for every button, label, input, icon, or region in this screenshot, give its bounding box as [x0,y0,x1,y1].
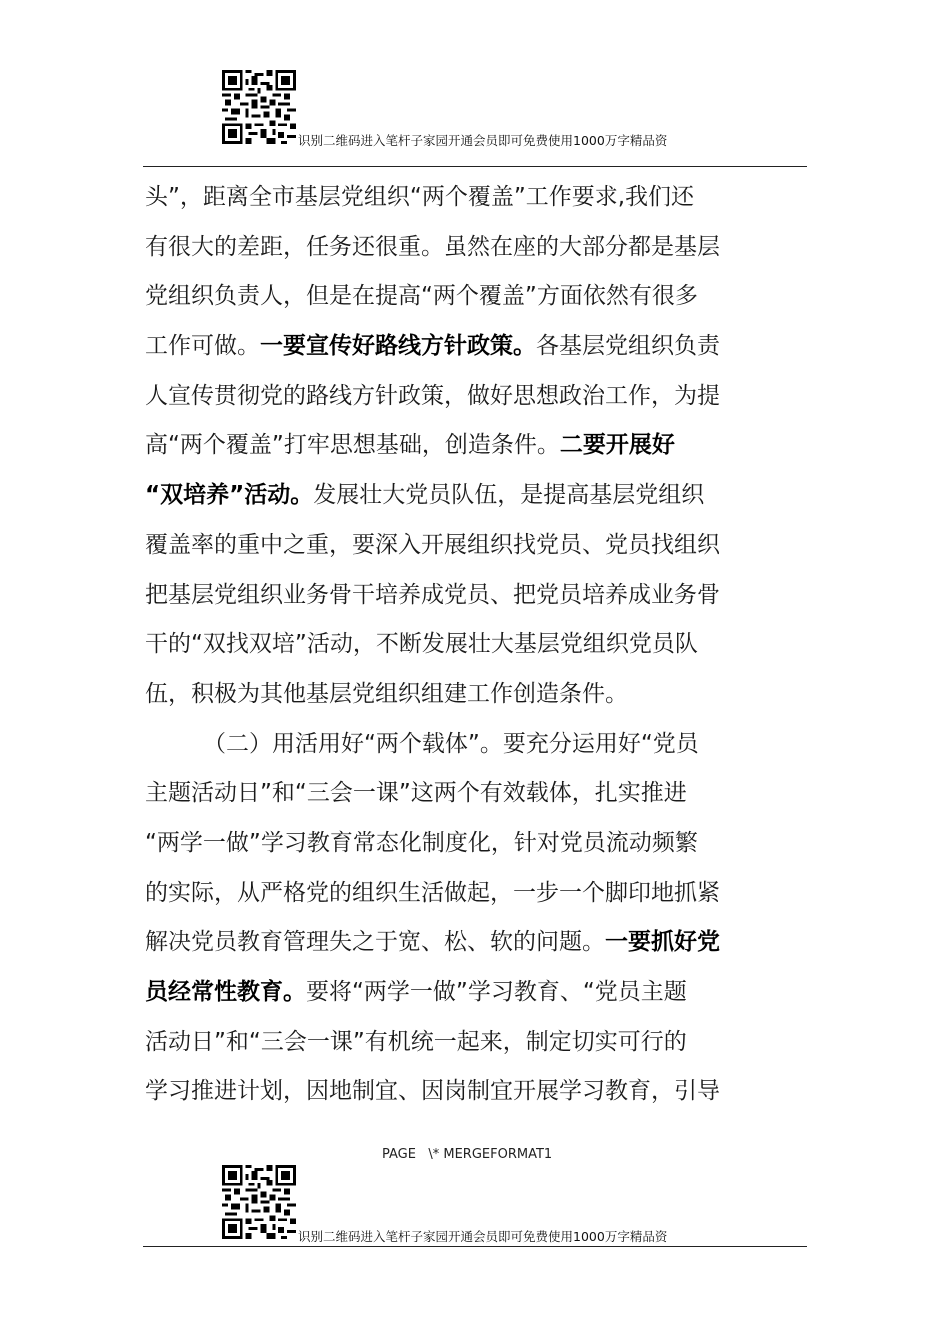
text-run: 的实际，从严格党的组织生活做起，一步一个脚印地抓紧 [145,879,720,906]
text-run: “两学一做”学习教育常态化制度化，针对党员流动频繁 [145,829,698,856]
qr-code-icon [222,70,296,144]
bold-phrase: “双培养”活动。 [145,482,314,509]
text-line [145,769,805,819]
footer-rule [143,1246,807,1247]
text-run: 活动日”和“三会一课”有机统一起来，制定切实可行的 [145,1028,687,1055]
text-run: 各基层党组织负责 [536,333,720,360]
text-line [145,223,805,273]
text-run: 发展壮大党员队伍，是提高基层党组织 [313,482,705,509]
text-run: 主题活动日”和“三会一课”这两个有效载体，扎实推进 [145,780,687,807]
footer-note: 识别二维码进入笔杆子家园开通会员即可免费使用1000万字精品资 [298,1229,668,1244]
text-line [145,521,805,571]
body-text [145,173,805,1117]
text-line [145,173,805,223]
bold-phrase: 二要开展好 [559,432,675,459]
text-run: 要将“两学一做”学习教育、“党员主题 [306,979,687,1005]
text-line [145,272,805,322]
text-run: 人宣传贯彻党的路线方针政策，做好思想政治工作，为提 [145,382,720,409]
text-run: 覆盖率的重中之重，要深入开展组织找党员、党员找组织 [145,531,720,558]
header-rule [143,166,807,167]
text-line [145,720,805,770]
text-line [145,571,805,621]
text-run: 解决党员教育管理失之于宽、松、软的问题。 [145,929,605,956]
text-run: （二）用活用好“两个载体”。要充分运用好“党员 [203,730,699,757]
text-line [145,421,805,471]
text-run: 伍，积极为其他基层党组织组建工作创造条件。 [145,680,628,707]
text-run: 把基层党组织业务骨干培养成党员、把党员培养成业务骨 [145,581,720,608]
text-run: 头”，距离全市基层党组织“两个覆盖”工作要求,我们还 [145,184,695,210]
text-run: 工作可做。 [145,333,260,360]
header-note: 识别二维码进入笔杆子家园开通会员即可免费使用1000万字精品资 [298,133,668,148]
text-line [145,372,805,422]
text-line [145,819,805,869]
text-run: 党组织负责人，但是在提高“两个覆盖”方面依然有很多 [145,283,698,310]
bold-phrase: 一要宣传好路线方针政策。 [260,333,536,360]
text-line [145,322,805,372]
page-field: PAGE \* MERGEFORMAT1 [382,1147,553,1162]
text-line [145,968,805,1018]
text-line [145,670,805,720]
text-line [145,1067,805,1117]
text-run: 学习推进计划，因地制宜、因岗制宜开展学习教育，引导 [145,1078,720,1105]
text-line [145,1018,805,1068]
bold-phrase: 一要抓好党 [605,929,720,956]
text-line [145,471,805,521]
text-run: 干的“双找双培”活动，不断发展壮大基层党组织党员队 [145,631,698,658]
bold-phrase: 员经常性教育。 [145,979,306,1005]
text-run: 高“两个覆盖”打牢思想基础，创造条件。 [145,432,560,459]
qr-code-icon [222,1165,296,1239]
text-line [145,620,805,670]
text-line [145,918,805,968]
text-run: 有很大的差距，任务还很重。虽然在座的大部分都是基层 [145,233,720,260]
text-line [145,869,805,919]
